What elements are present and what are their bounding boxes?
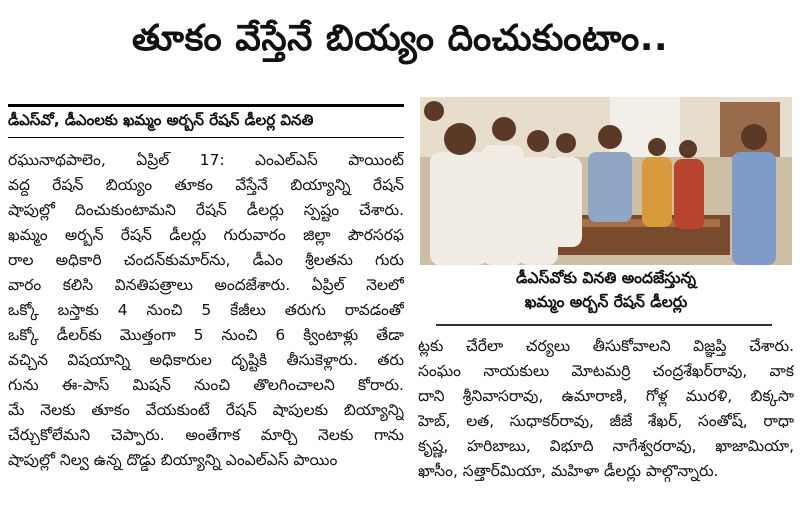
body-line: రఘునాథపాలెం, ఏప్రిల్ 17: ఎంఎల్‌ఎస్ పాయింట్ bbox=[8, 151, 404, 169]
body-line: మే నెలకు తూకం వేయకుంటే రేషన్ షాపులకు బియ్యాన్ని bbox=[8, 401, 404, 419]
officials-meeting-photo bbox=[420, 97, 792, 265]
body-line: ఒక్కో బస్తాకు 4 నుంచి 5 కేజీలు తరుగు రావడంతో bbox=[8, 301, 404, 319]
body-line: కృష్ణ, హరిబాబు, విభూది నాగేశ్వరరావు, ఖాజామియా, bbox=[418, 437, 794, 455]
body-line: హెబ్, లత, సుధాకర్‌రావు, జీజే శేఖర్, సంతోష్, రాధా bbox=[418, 412, 794, 430]
photo-caption bbox=[420, 266, 792, 314]
news-photo bbox=[420, 97, 792, 265]
photo-caption-line: ఖమ్మం అర్బన్ రేషన్ డీలర్లు bbox=[524, 293, 688, 311]
body-line: ఒక్కో డీలర్‌కు మొత్తంగా 5 నుంచి 6 క్వింటాళ్లు తేడా bbox=[8, 326, 404, 344]
article-subheadline: డీఎస్‌వో, డీఎంలకు ఖమ్మం అర్బన్ రేషన్ డీలర్ల వినతి bbox=[8, 104, 404, 138]
body-line: ట్లకు చేరేలా చర్యలు తీసుకోవాలని విజ్ఞప్తి చేశారు. bbox=[418, 337, 794, 355]
body-line: షాపుల్లో దించుకుంటామని రేషన్ డీలర్లు స్పష్టం చేశారు. bbox=[8, 201, 404, 219]
body-line: చేర్చుకోలేమని చెప్పారు. అంతేగాక మార్చి నెలకు గాను bbox=[8, 426, 404, 444]
caption-divider bbox=[436, 324, 772, 326]
body-line: సంఘం నాయకులు మోటమర్రి చంద్రశేఖర్‌రావు, వాక bbox=[418, 362, 794, 380]
article-body-left-column bbox=[8, 148, 404, 473]
body-line: ఖమ్మం అర్బన్ రేషన్ డీలర్లు గురువారం జిల్లా పౌరసరఫ bbox=[8, 226, 404, 244]
body-line: వద్ద రేషన్ బియ్యం తూకం వేస్తేనే బియ్యాన్ని రేషన్ bbox=[8, 176, 404, 194]
article-headline: తూకం వేస్తేనే బియ్యం దించుకుంటాం.. bbox=[131, 18, 669, 59]
article-body-right-column bbox=[418, 334, 794, 484]
body-line: వారం కలిసి వినతిపత్రాలు అందజేశారు. ఏప్రిల్ నెలలో bbox=[8, 276, 404, 294]
body-line: వచ్చిన విషయాన్ని అధికారుల దృష్టికి తీసుకెళ్లారు. తరు bbox=[8, 351, 404, 369]
photo-caption-line: డీఎస్‌వోకు వినతి అందజేస్తున్న bbox=[515, 269, 697, 287]
body-line: షాపుల్లో నిల్వ ఉన్న దొడ్డు బియ్యాన్ని ఎంఎల్‌ఎస్ పాయిం bbox=[8, 451, 338, 469]
body-line: ఖాసీం, సత్తార్‌మియా, మహిళా డీలర్లు పాల్గొన్నారు. bbox=[418, 462, 719, 480]
body-line: దాని శ్రీనివాసరావు, ఉమారాణి, గోళ్ల మురళి, బిక్కసా bbox=[418, 387, 794, 405]
body-line: రాల అధికారి చందన్‌కుమార్‌ను, డీఎం శ్రీలతను గురు bbox=[8, 251, 404, 269]
body-line: గును ఈ-పాస్ మిషన్ నుంచి తొలగించాలని కోరారు. bbox=[8, 376, 404, 394]
